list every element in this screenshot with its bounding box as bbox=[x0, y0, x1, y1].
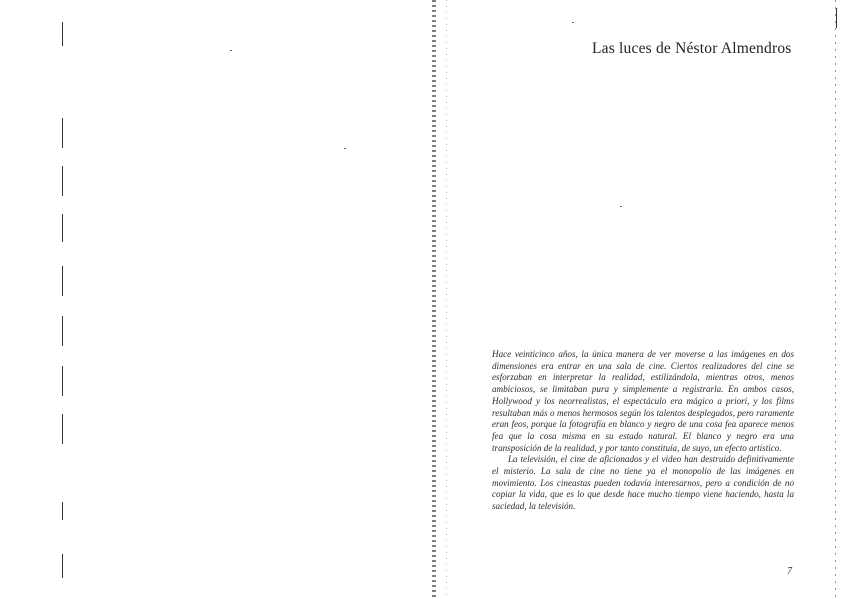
scan-speck bbox=[620, 206, 622, 207]
paragraph: Hace veinticinco años, la única manera de ver moverse a las imágenes en dos dimensiones era entrar en una sala de cine. Ciertos realizadores del cine se esforzaban en interpretar la realidad, estilizándola, mientras otros, menos ambiciosos, se limitaban pura y simplemente a registrarla. En ambos casos, Hollywood y los neorrealistas, el espectáculo era mágico a priori, y los films resultaban más o menos hermosos según los talentos desplegados, pero raramente eran feos, porque la fotografía en blanco y negro de una cosa fea aparece menos fea que la cosa misma en su estado natural. El blanco y negro era una transposición de la realidad, y por tanto constituía, de suyo, un efecto artístico. bbox=[492, 349, 794, 453]
margin-tick bbox=[62, 214, 63, 242]
margin-tick bbox=[62, 118, 63, 148]
margin-tick bbox=[62, 366, 63, 396]
body-text bbox=[492, 349, 794, 513]
scan-speck bbox=[230, 50, 232, 51]
page-number: 7 bbox=[787, 566, 792, 577]
scan-speck bbox=[344, 148, 346, 149]
scan-speck bbox=[572, 22, 574, 23]
margin-tick bbox=[62, 414, 63, 444]
paragraph: La televisión, el cine de aficionados y el video han destruido definitivamente el misterio. La sala de cine no tiene ya el monopolio de las imágenes en movimiento. Los cineastas pueden todavía interesarnos, pero a condición de no copiar la vida, que es lo que desde hace mucho tiempo viene haciendo, hasta la saciedad, la televisión. bbox=[492, 454, 794, 512]
chapter-title: Las luces de Néstor Almendros bbox=[592, 40, 792, 57]
margin-tick bbox=[62, 266, 63, 296]
right-page-edge bbox=[835, 0, 836, 599]
margin-tick bbox=[62, 554, 63, 578]
right-page-edge-mark bbox=[836, 8, 837, 28]
margin-tick bbox=[62, 316, 63, 346]
margin-tick bbox=[62, 22, 63, 46]
margin-tick bbox=[62, 166, 63, 196]
margin-tick bbox=[62, 502, 63, 520]
